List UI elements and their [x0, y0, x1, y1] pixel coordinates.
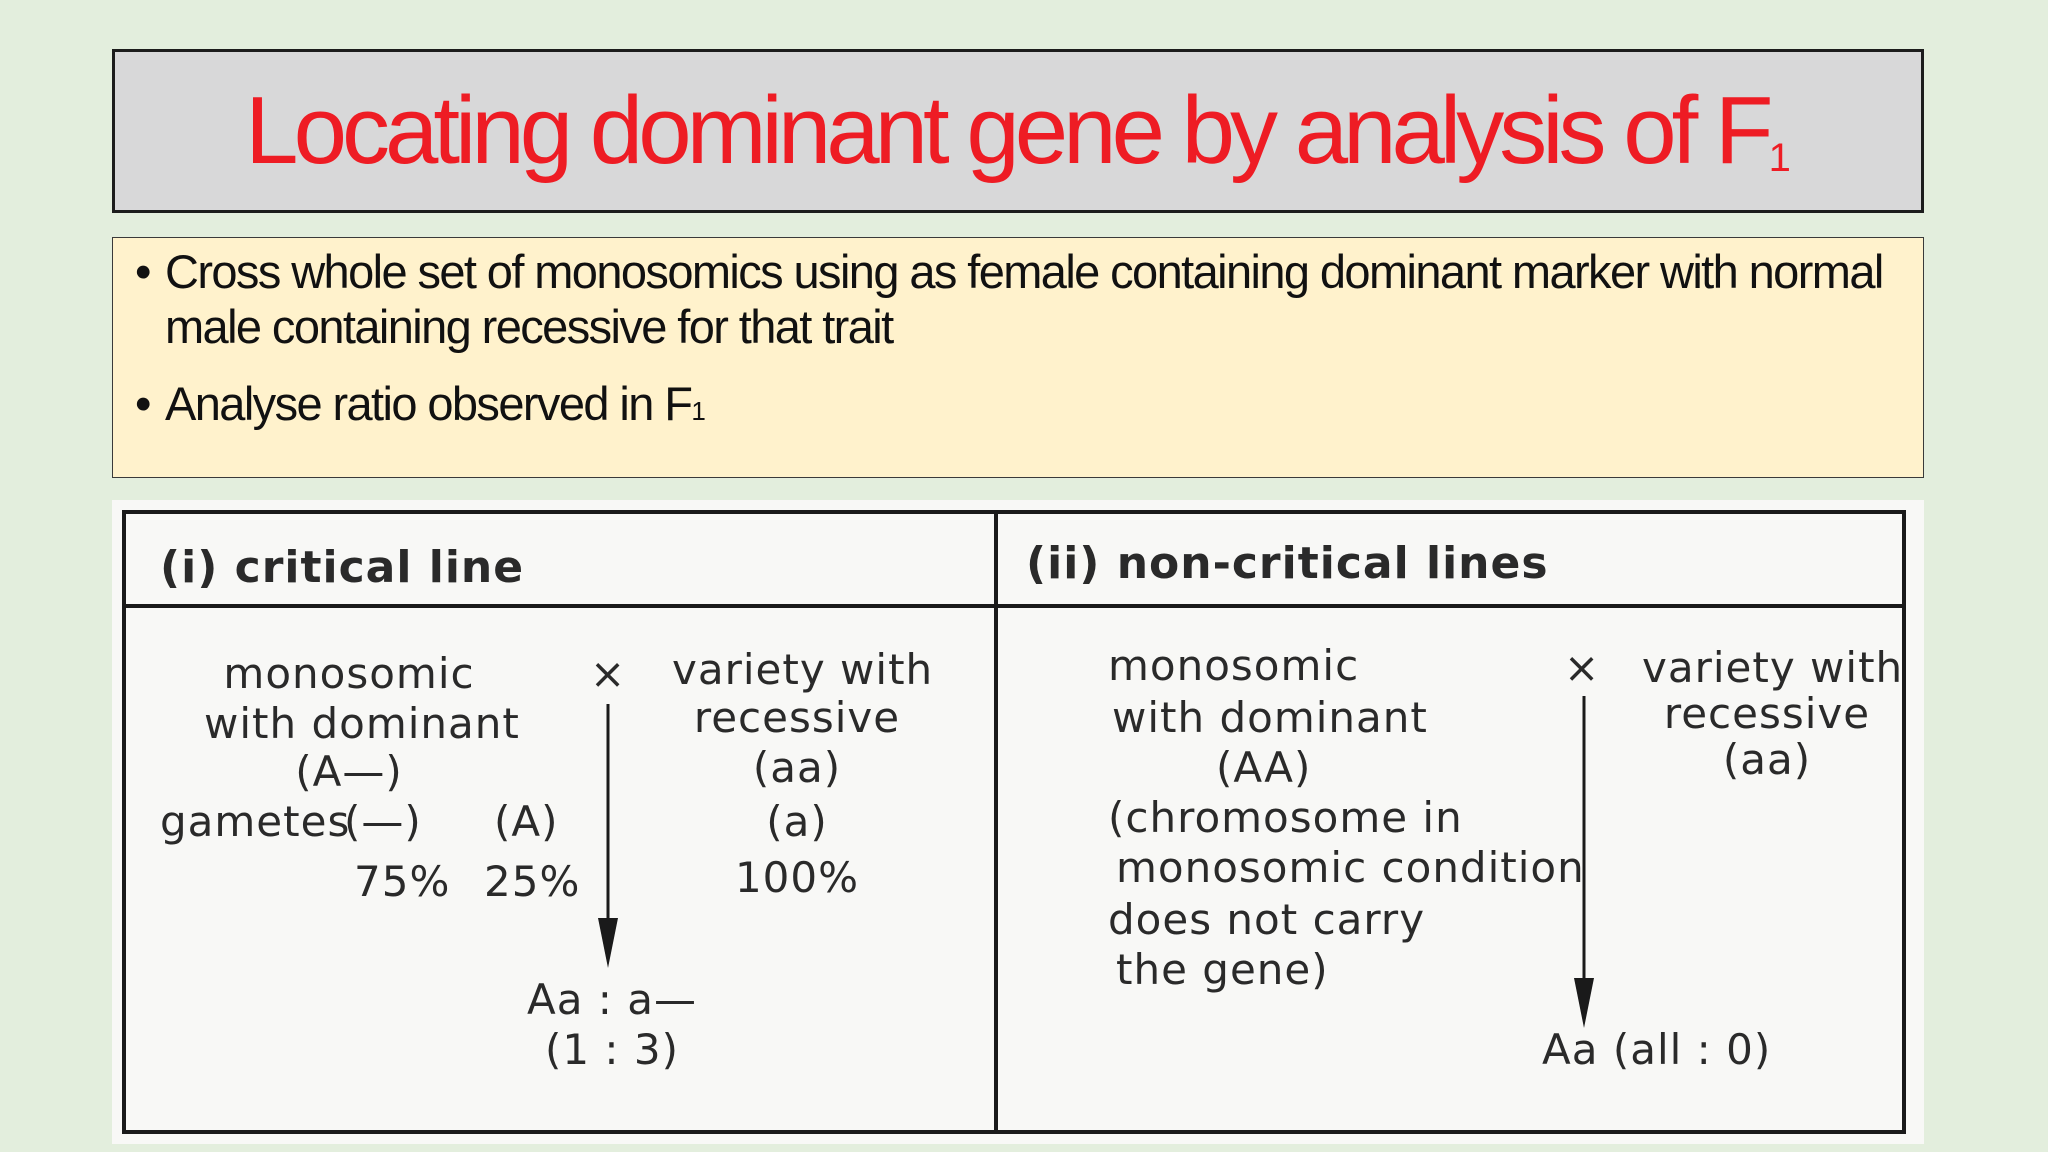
bullet-list: [129, 244, 1893, 439]
critical-female-genotype: (A—): [295, 747, 403, 796]
gamete-1: (—): [344, 797, 422, 846]
critical-male-line-2: recessive: [693, 693, 901, 742]
noncritical-female-line-7: the gene): [1116, 945, 1329, 994]
critical-ratio: (1 : 3): [544, 1025, 680, 1074]
noncritical-male-genotype: (aa): [1722, 735, 1812, 784]
arrowhead-noncritical: [1574, 978, 1594, 1028]
critical-male-line-1: variety with: [672, 645, 934, 694]
cross-symbol-critical: ×: [590, 649, 627, 698]
critical-female-line-1: monosomic: [223, 649, 475, 698]
bullet-box: [112, 237, 1924, 478]
bullet-dot: •: [135, 377, 150, 430]
bullet-item: [129, 244, 1893, 354]
noncritical-progeny: Aa (all : 0): [1542, 1025, 1772, 1074]
noncritical-female-line-1: monosomic: [1108, 641, 1360, 690]
slide-title-text: Locating dominant gene by analysis of F: [245, 77, 1769, 184]
slide-title: [245, 76, 1791, 186]
critical-male-percent: 100%: [734, 853, 860, 902]
bullet-item: [129, 376, 1893, 439]
gametes-label: gametes: [160, 797, 351, 846]
critical-line-heading: (i) critical line: [160, 542, 525, 593]
gamete-2-percent: 25%: [484, 857, 581, 906]
slide-title-subscript: 1: [1768, 136, 1791, 180]
critical-male-genotype: (aa): [752, 743, 842, 792]
noncritical-male-line-1: variety with: [1642, 643, 1904, 692]
noncritical-female-line-6: does not carry: [1108, 895, 1426, 944]
noncritical-female-line-2: with dominant: [1112, 693, 1428, 742]
gamete-2: (A): [494, 797, 559, 846]
noncritical-female-genotype: (AA): [1216, 743, 1312, 792]
cross-diagram-figure: [112, 500, 1924, 1144]
noncritical-lines-heading: (ii) non-critical lines: [1026, 538, 1549, 589]
critical-male-gamete: (a): [766, 797, 828, 846]
bullet-text: Analyse ratio observed in F: [165, 377, 692, 430]
critical-progeny: Aa : a—: [526, 975, 698, 1024]
gamete-1-percent: 75%: [354, 857, 451, 906]
noncritical-female-line-4: (chromosome in: [1108, 793, 1463, 842]
noncritical-male-line-2: recessive: [1663, 689, 1871, 738]
critical-female-line-2: with dominant: [204, 699, 520, 748]
title-box: [112, 49, 1924, 213]
bullet-text: Cross whole set of monosomics using as female containing dominant marker with normal male containing recessive for that trait: [165, 245, 1883, 353]
bullet-dot: •: [135, 245, 150, 298]
noncritical-female-line-5: monosomic condition: [1116, 843, 1585, 892]
arrowhead-critical: [598, 918, 618, 968]
bullet-subscript: 1: [691, 396, 706, 426]
cross-symbol-noncritical: ×: [1564, 643, 1601, 692]
